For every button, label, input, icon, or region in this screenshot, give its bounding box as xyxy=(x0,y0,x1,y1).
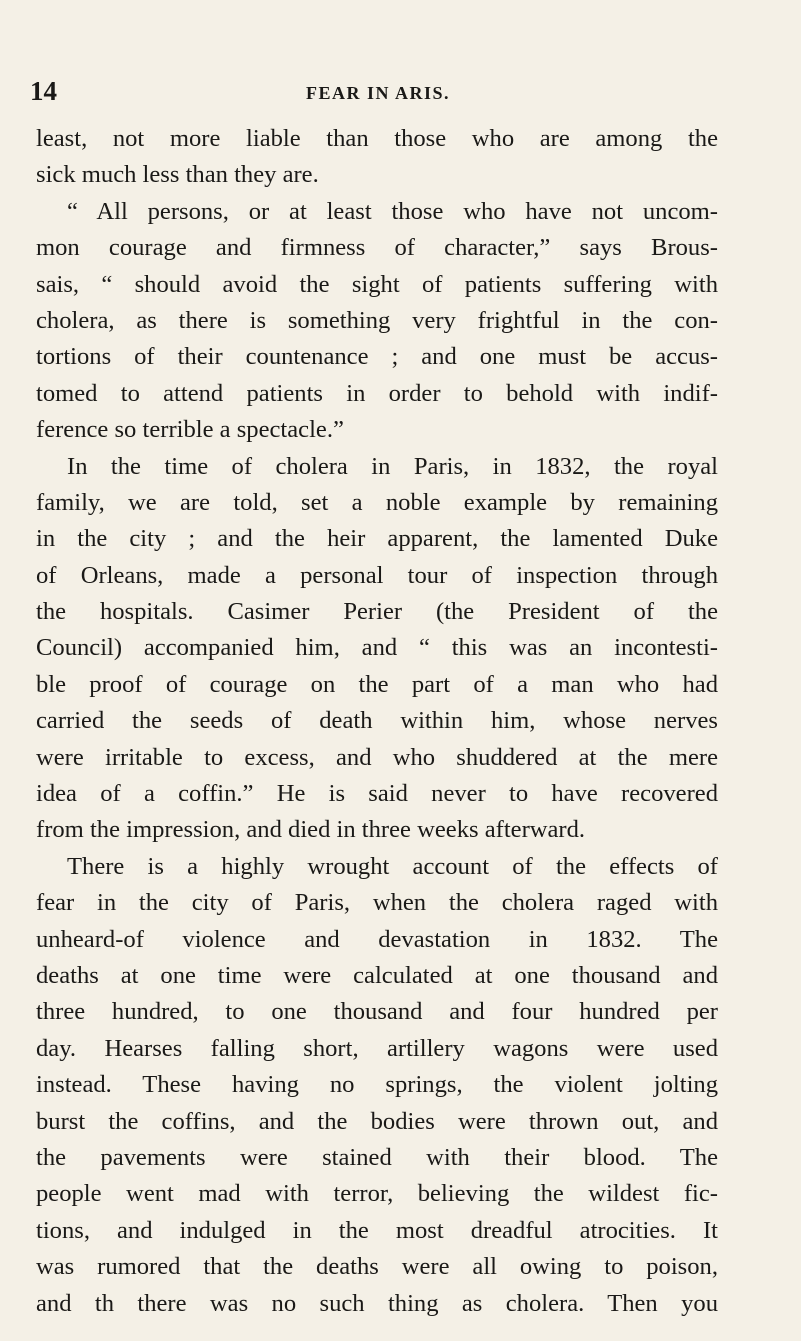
text-line: cholera, as there is something very frightful in the con- xyxy=(36,306,718,334)
text-line: and th there was no such thing as cholera. Then you xyxy=(36,1289,718,1317)
text-line: was rumored that the deaths were all owing to poison, xyxy=(36,1253,718,1281)
page-number: 14 xyxy=(30,76,57,106)
text-line: In the time of cholera in Paris, in 1832, the royal xyxy=(67,452,718,480)
text-line: people went mad with terror, believing the wildest fic- xyxy=(36,1180,718,1208)
text-line: were irritable to excess, and who shuddered at the mere xyxy=(36,743,718,771)
text-line: sick much less than they are. xyxy=(36,161,319,189)
text-line: mon courage and firmness of character,” says Brous- xyxy=(36,234,718,262)
text-line: the hospitals. Casimer Perier (the President of the xyxy=(36,598,718,626)
text-line: deaths at one time were calculated at one thousand and xyxy=(36,961,718,989)
text-line: family, we are told, set a noble example by remaining xyxy=(36,488,718,516)
text-line: tomed to attend patients in order to behold with indif- xyxy=(36,379,718,407)
text-line: “ All persons, or at least those who have not uncom- xyxy=(67,197,718,225)
text-line: in the city ; and the heir apparent, the lamented Duke xyxy=(36,525,718,553)
text-line: sais, “ should avoid the sight of patients suffering with xyxy=(36,270,718,298)
text-line: three hundred, to one thousand and four hundred per xyxy=(36,998,718,1026)
text-line: burst the coffins, and the bodies were thrown out, and xyxy=(36,1107,718,1135)
running-title: FEAR IN ARIS. xyxy=(306,83,451,103)
text-line: from the impression, and died in three weeks afterward. xyxy=(36,816,586,844)
text-line: of Orleans, made a personal tour of inspection through xyxy=(36,561,718,589)
text-line: tions, and indulged in the most dreadful atrocities. It xyxy=(36,1216,718,1244)
text-line: fear in the city of Paris, when the cholera raged with xyxy=(36,889,718,917)
text-line: unheard-of violence and devastation in 1832. The xyxy=(36,925,718,953)
page-header xyxy=(0,76,801,106)
text-line: day. Hearses falling short, artillery wagons were used xyxy=(36,1034,718,1062)
text-line: There is a highly wrought account of the effects of xyxy=(67,852,718,880)
text-line: ference so terrible a spectacle.” xyxy=(36,416,344,444)
text-line: Council) accompanied him, and “ this was an incontesti- xyxy=(36,634,718,662)
text-line: idea of a coffin.” He is said never to have recovered xyxy=(36,780,718,808)
text-line: instead. These having no springs, the violent jolting xyxy=(36,1071,718,1099)
body-text xyxy=(36,121,718,1322)
text-line: tortions of their countenance ; and one must be accus- xyxy=(36,343,718,371)
text-line: the pavements were stained with their blood. The xyxy=(36,1143,718,1171)
text-line: ble proof of courage on the part of a man who had xyxy=(36,670,718,698)
text-line: carried the seeds of death within him, whose nerves xyxy=(36,707,718,735)
text-line: least, not more liable than those who are among the xyxy=(36,125,718,152)
